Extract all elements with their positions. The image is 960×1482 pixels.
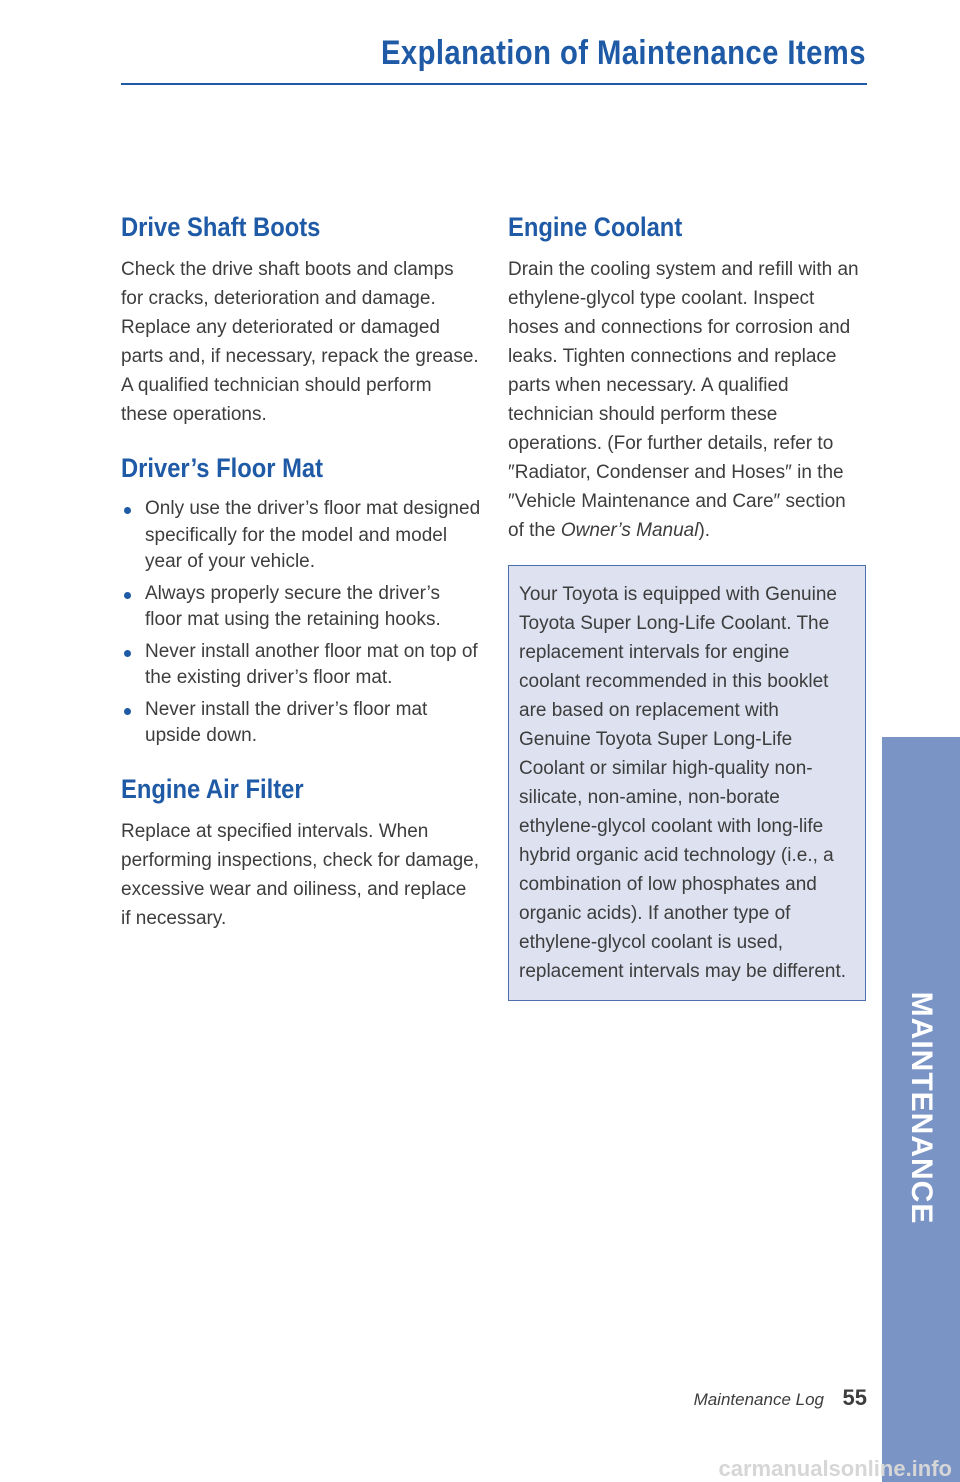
list-item xyxy=(121,697,481,750)
section-body: Replace at specified intervals. When performing inspections, check for damage, excessive wear and oiliness, and replace if necessary. xyxy=(121,820,480,929)
page-title: Explanation of Maintenance Items xyxy=(381,34,866,72)
section-body: Check the drive shaft boots and clamps for cracks, deterioration and damage. Replace any deteriorated or damaged parts and, if necessary, repack the grease. A qualified technician should perform these operations. xyxy=(121,259,479,425)
section-drive-shaft-boots xyxy=(121,212,481,429)
list-item xyxy=(121,581,481,634)
bullet-icon xyxy=(124,507,131,514)
section-heading: Drive Shaft Boots xyxy=(121,212,321,242)
watermark: carmanualsonline.info xyxy=(718,1456,952,1481)
section-engine-coolant xyxy=(508,212,866,545)
owners-manual-ref: Owner’s Manual xyxy=(560,520,699,541)
section-heading: Engine Air Filter xyxy=(121,773,304,804)
list-item-text: Never install another floor mat on top of the existing driver’s floor mat. xyxy=(145,640,478,688)
footer-log-label: Maintenance Log xyxy=(693,1390,824,1409)
bullet-list xyxy=(121,496,481,750)
side-tab-label: MAINTENANCE xyxy=(905,991,938,1225)
bullet-icon xyxy=(124,708,131,715)
bullet-icon xyxy=(124,650,131,657)
list-item xyxy=(121,496,481,576)
list-item xyxy=(121,639,481,692)
section-engine-air-filter xyxy=(121,774,481,933)
coolant-body-text: Drain the cooling system and refill with an ethylene-glycol type coolant. Inspect hoses and connections for corrosion and leaks. Tighten connections and replace parts when necessary. A qualified technician should perform these operations. (For further details, refer to ″Radiator, Condenser and Hoses″ in the ″Vehicle Maintenance and Care″ section of the xyxy=(508,259,859,541)
bullet-icon xyxy=(124,592,131,599)
list-item-text: Never install the driver’s floor mat upside down. xyxy=(145,698,428,746)
section-heading: Driver’s Floor Mat xyxy=(121,453,324,483)
section-heading: Engine Coolant xyxy=(508,212,683,242)
left-column xyxy=(121,212,481,957)
list-item-text: Always properly secure the driver’s floor mat using the retaining hooks. xyxy=(145,582,441,630)
list-item-text: Only use the driver’s floor mat designed specifically for the model and model year of your vehicle. xyxy=(145,498,481,572)
title-rule xyxy=(121,83,867,85)
section-drivers-floor-mat xyxy=(121,453,481,750)
right-column xyxy=(508,212,866,1001)
section-body xyxy=(508,255,866,545)
note-text: Your Toyota is equipped with Genuine Toyota Super Long-Life Coolant. The replacement intervals for engine coolant recommended in this booklet are based on replacement with Genuine Toyota Super Long-Life Coolant or similar high-quality non-silicate, non-amine, non-borate ethylene-glycol coolant with long-life hybrid organic acid technology (i.e., a combination of low phosphates and organic acids). If another type of ethylene-glycol coolant is used, replacement intervals may be different. xyxy=(519,584,847,982)
coolant-note-box xyxy=(508,565,866,1001)
page-number: 55 xyxy=(842,1385,867,1410)
coolant-body-close: ). xyxy=(698,520,711,541)
